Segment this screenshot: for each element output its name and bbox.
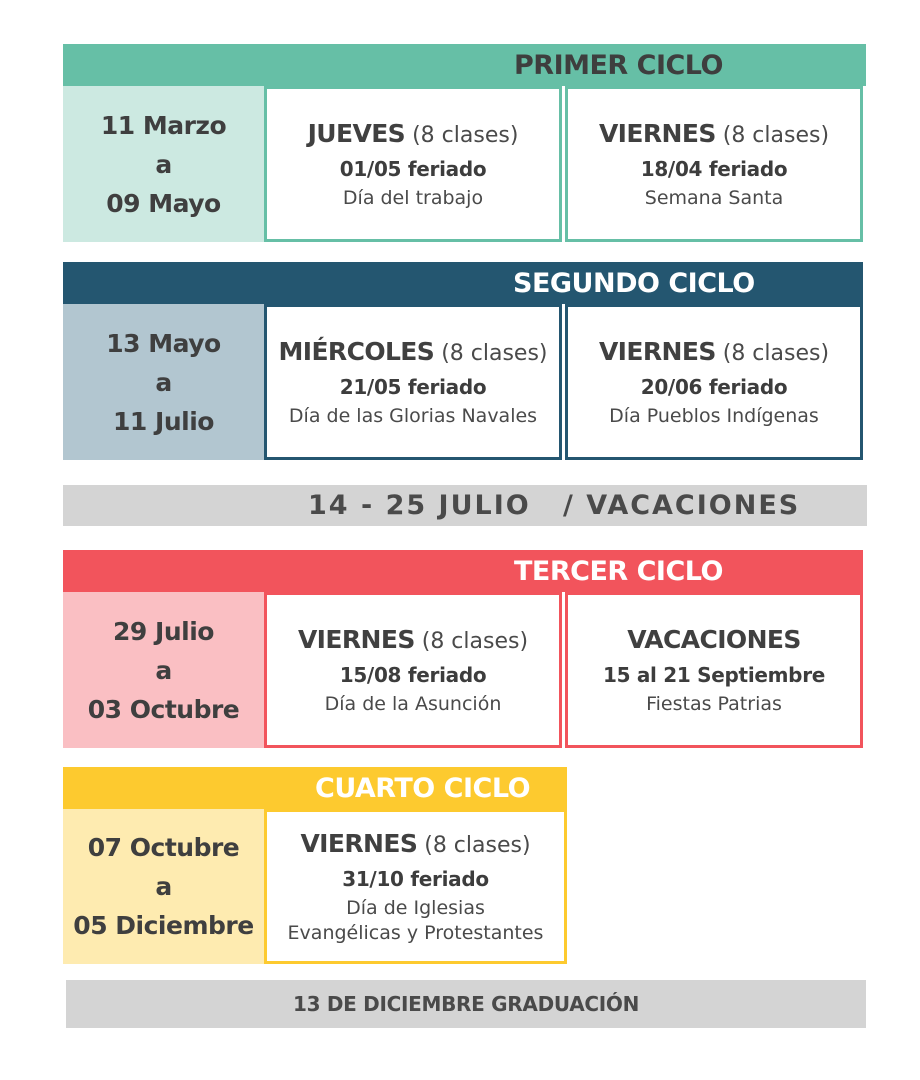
date-start: 11 Marzo <box>100 110 227 140</box>
holiday-name: Día del trabajo <box>342 186 484 209</box>
cycle-cuarto <box>63 767 567 964</box>
holiday-date: 18/04 feriado <box>640 156 788 181</box>
cycle-dates <box>63 86 264 242</box>
date-end: 03 Octubre <box>87 694 240 724</box>
holiday-name: Día de la Asunción <box>324 692 502 715</box>
cycle-tercer <box>63 550 863 748</box>
cycle-header <box>63 767 567 809</box>
date-sep: a <box>155 655 172 685</box>
class-day-cell <box>264 304 562 460</box>
cycle-body <box>63 592 863 748</box>
class-count: (8 clases) <box>412 122 519 148</box>
cycle-dates <box>63 304 264 460</box>
graduation-text: 13 DE DICIEMBRE GRADUACIÓN <box>292 992 640 1016</box>
cycle-title: PRIMER CICLO <box>514 50 723 81</box>
date-sep: a <box>155 367 172 397</box>
day-name: VIERNES <box>598 336 716 366</box>
day-name: VIERNES <box>297 624 415 654</box>
day-name: MIÉRCOLES <box>278 336 435 366</box>
holiday-name: Día de las Glorias Navales <box>288 404 538 427</box>
date-start: 07 Octubre <box>87 833 240 862</box>
graduation-bar <box>66 980 866 1028</box>
date-end: 11 Julio <box>113 406 214 436</box>
class-count: (8 clases) <box>421 628 529 654</box>
class-day-cell <box>264 809 567 964</box>
holiday-name: Semana Santa <box>644 186 784 209</box>
vacation-label: / VACACIONES <box>563 490 801 521</box>
vacation-bar <box>63 485 867 526</box>
vacation-dates: 14 - 25 JULIO <box>308 490 531 521</box>
holiday-name: Fiestas Patrias <box>646 692 782 715</box>
holiday-date: 15/08 feriado <box>339 662 487 687</box>
cycle-dates <box>63 809 264 964</box>
cycle-body <box>63 86 866 242</box>
date-end: 05 Diciembre <box>73 911 254 940</box>
cycle-body <box>63 304 863 460</box>
class-count: (8 clases) <box>722 340 830 366</box>
cycle-title: TERCER CICLO <box>514 556 723 587</box>
date-sep: a <box>155 149 172 179</box>
date-start: 13 Mayo <box>106 328 221 358</box>
cycle-body <box>63 809 567 964</box>
date-sep: a <box>155 872 172 901</box>
cycle-title: SEGUNDO CICLO <box>513 268 755 299</box>
class-day-cell <box>565 86 863 242</box>
cycle-header <box>63 550 863 592</box>
holiday-name: Día de Iglesias <box>346 896 485 919</box>
cycle-header <box>63 262 863 304</box>
vacation-cell <box>565 592 863 748</box>
class-day-cell <box>264 86 562 242</box>
cycle-title: CUARTO CICLO <box>315 773 531 804</box>
class-day-cell <box>565 304 863 460</box>
cycle-dates <box>63 592 264 748</box>
day-name: VIERNES <box>598 118 716 148</box>
date-end: 09 Mayo <box>106 188 221 218</box>
class-count: (8 clases) <box>441 340 548 366</box>
class-day-cell <box>264 592 562 748</box>
date-start: 29 Julio <box>113 616 214 646</box>
day-name: VACACIONES <box>627 624 801 654</box>
cycle-header <box>63 44 866 86</box>
cycle-primer <box>63 44 866 242</box>
holiday-name: Evangélicas y Protestantes <box>287 921 544 944</box>
holiday-date: 20/06 feriado <box>640 374 788 399</box>
holiday-date: 31/10 feriado <box>342 866 489 891</box>
holiday-date: 01/05 feriado <box>339 156 487 181</box>
class-count: (8 clases) <box>722 122 830 148</box>
class-count: (8 clases) <box>424 832 531 858</box>
cycle-segundo <box>63 262 863 460</box>
day-name: JUEVES <box>307 118 406 148</box>
holiday-name: Día Pueblos Indígenas <box>609 404 819 427</box>
day-name: VIERNES <box>300 828 418 858</box>
holiday-date: 21/05 feriado <box>339 374 487 399</box>
holiday-date: 15 al 21 Septiembre <box>602 662 826 687</box>
